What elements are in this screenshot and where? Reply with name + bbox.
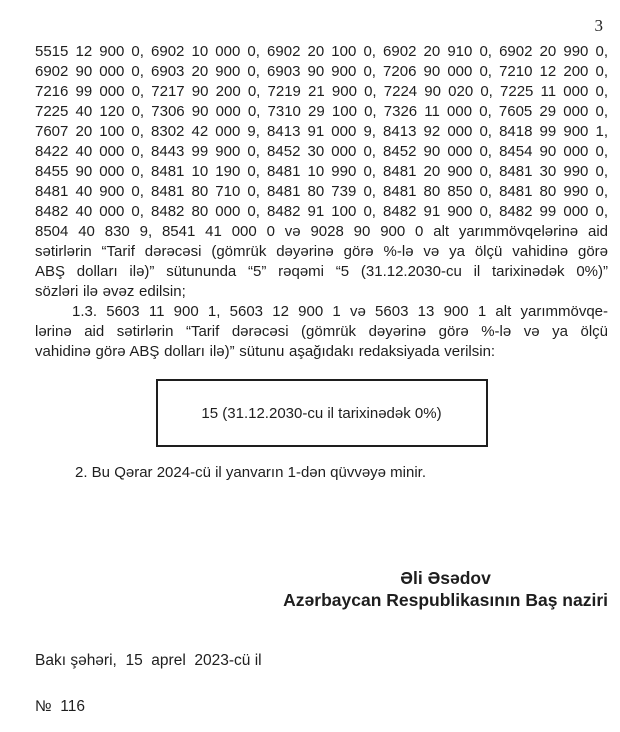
paragraph-2: 2. Bu Qərar 2024-cü il yanvarın 1-dən qüvvəyə minir.	[75, 464, 427, 481]
text-line: 7216 99 000 0, 7217 90 200 0, 7219 21 900 0, 7224 90 020 0, 7225 11 000 0,	[35, 83, 608, 100]
text-line: 5515 12 900 0, 6902 10 000 0, 6902 20 100 0, 6902 20 910 0, 6902 20 990 0,	[35, 43, 608, 60]
text-line: 7225 40 120 0, 7306 90 000 0, 7310 29 100 0, 7326 11 000 0, 7605 29 000 0,	[35, 103, 608, 120]
signature-block	[283, 567, 608, 611]
text-line: 1.3. 5603 11 900 1, 5603 12 900 1 və 5603 13 900 1 alt yarımmövqe-	[72, 303, 608, 320]
text-line: vahidinə görə ABŞ dolları ilə)” sütunu aşağıdakı redaksiyada verilsin:	[35, 343, 496, 360]
text-line: 8455 90 000 0, 8481 10 190 0, 8481 10 990 0, 8481 20 900 0, 8481 30 990 0,	[35, 163, 608, 180]
text-line: 8422 40 000 0, 8443 99 900 0, 8452 30 000 0, 8452 90 000 0, 8454 90 000 0,	[35, 143, 608, 160]
signature-title: Azərbaycan Respublikasının Baş naziri	[283, 590, 608, 610]
paragraph-tariff-amendment	[35, 42, 608, 302]
document-number: № 116	[35, 698, 85, 715]
tariff-box-text: 15 (31.12.2030-cu il tarixinədək 0%)	[201, 404, 442, 422]
text-line: 8481 40 900 0, 8481 80 710 0, 8481 80 739 0, 8481 80 850 0, 8481 80 990 0,	[35, 183, 608, 200]
signature-row	[35, 567, 608, 611]
text-line: sətirlərin “Tarif dərəcəsi (gömrük dəyərinə görə %-lə və ya ölçü vahidinə görə	[35, 243, 608, 260]
text-line: sözləri ilə əvəz edilsin;	[35, 283, 186, 300]
page-number: 3	[594, 16, 603, 35]
text-line: 8504 40 830 9, 8541 41 000 0 və 9028 90 900 0 alt yarımmövqelərinə aid	[35, 223, 608, 240]
text-line: 6902 90 000 0, 6903 20 900 0, 6903 90 900 0, 7206 90 000 0, 7210 12 200 0,	[35, 63, 608, 80]
text-line: 7607 20 100 0, 8302 42 000 9, 8413 91 000 9, 8413 92 000 0, 8418 99 900 1,	[35, 123, 608, 140]
tariff-value-box	[156, 379, 488, 447]
paragraph-1-3	[35, 302, 608, 362]
signature-name: Əli Əsədov	[400, 568, 491, 588]
place-date: Bakı şəhəri, 15 aprel 2023-cü il	[35, 652, 262, 669]
text-line: 8482 40 000 0, 8482 80 000 0, 8482 91 100 0, 8482 91 900 0, 8482 99 000 0,	[35, 203, 608, 220]
text-line: lərinə aid sətirlərin “Tarif dərəcəsi (gömrük dəyərinə görə %-lə və ya ölçü	[35, 323, 608, 340]
text-line: ABŞ dolları ilə)” sütununda “5” rəqəmi “5 (31.12.2030-cu il tarixinədək 0%)”	[35, 263, 608, 280]
tariff-box-container	[35, 379, 608, 447]
